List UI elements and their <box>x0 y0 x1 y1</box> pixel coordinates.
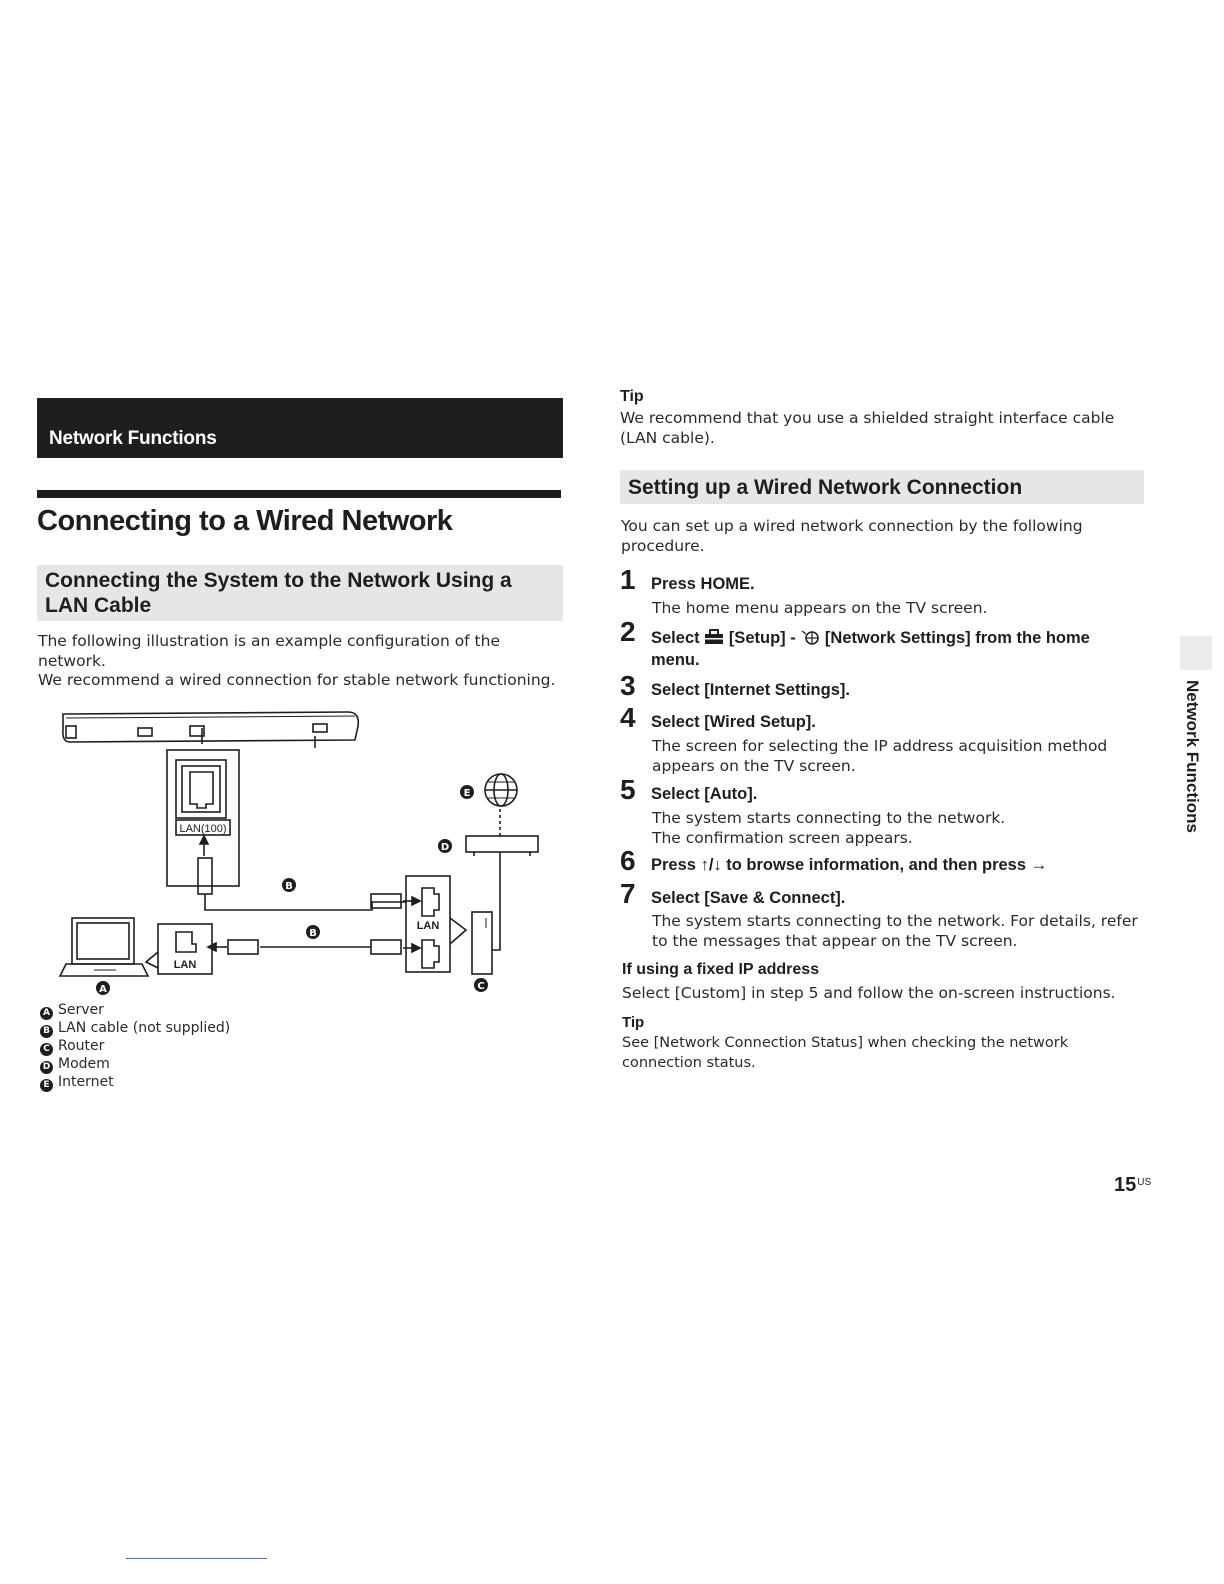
step-2-heading: Select [Setup] - [Network Settings] from the home menu. <box>651 629 1090 669</box>
page-number: $15^{US}$ <box>1114 1174 1152 1196</box>
step-1-heading: Press HOME. <box>651 575 755 593</box>
network-globe-icon <box>800 629 820 645</box>
enter-arrow-icon: → <box>1030 856 1048 874</box>
legend-item: C Router <box>40 1038 230 1056</box>
section-header-label: Network Functions <box>49 428 217 449</box>
step-1-number: 1 <box>620 564 636 595</box>
fixed-ip-heading: If using a fixed IP address <box>622 961 820 978</box>
step-7-heading: Select [Save & Connect]. <box>651 889 846 907</box>
legend-item: D Modem <box>40 1056 230 1074</box>
diagram-legend <box>40 1002 230 1092</box>
step-6-heading: Press ↑/↓ to browse information, and then press → <box>651 856 1048 874</box>
step-6-number: 6 <box>620 845 636 876</box>
fixed-ip-text: Select [Custom] in step 5 and follow the on-screen instructions. <box>622 984 1116 1002</box>
marker-c: C <box>477 981 485 992</box>
title-rule <box>37 490 561 498</box>
network-diagram <box>30 700 550 1000</box>
step-5-heading: Select [Auto]. <box>651 785 758 803</box>
server-lan-label: LAN <box>173 959 197 971</box>
router-tower <box>472 912 492 974</box>
side-tab-marker <box>1180 636 1212 670</box>
page-title: Connecting to a Wired Network <box>37 505 453 537</box>
step-7-number: 7 <box>620 878 636 909</box>
legend-item: E Internet <box>40 1074 230 1092</box>
step-4-heading: Select [Wired Setup]. <box>651 713 816 731</box>
tip-label-top: Tip <box>620 388 644 405</box>
side-tab-label: Network Functions <box>1183 680 1202 834</box>
step-4-number: 4 <box>620 702 636 733</box>
up-down-arrow-icon: ↑/↓ <box>700 856 722 874</box>
marker-e: E <box>463 788 471 799</box>
step-1-desc: The home menu appears on the TV screen. <box>652 599 988 617</box>
step-3-heading: Select [Internet Settings]. <box>651 681 850 699</box>
step-5-number: 5 <box>620 774 636 805</box>
step-3-number: 3 <box>620 670 636 701</box>
laptop-screen <box>72 918 134 964</box>
right-subheading: Setting up a Wired Network Connection <box>620 470 1144 504</box>
marker-a: A <box>99 984 107 995</box>
modem-box <box>466 836 538 852</box>
router-lan-label: LAN <box>416 920 440 932</box>
lan100-label: LAN(100) <box>179 823 227 835</box>
legend-item: A Server <box>40 1002 230 1020</box>
marker-b-lower: B <box>309 928 317 939</box>
tip-text-top: We recommend that you use a shielded straight interface cable (LAN cable). <box>620 409 1115 447</box>
tip-label-bottom: Tip <box>622 1014 645 1031</box>
step-5-desc-1: The system starts connecting to the network. <box>652 809 1006 827</box>
intro-paragraph-2: We recommend a wired connection for stable network functioning. <box>38 671 556 689</box>
bottom-link-line <box>126 1558 267 1559</box>
marker-d: D <box>440 842 450 853</box>
toolbox-icon <box>704 629 724 645</box>
left-subheading: Connecting the System to the Network Using a LAN Cable <box>37 565 563 621</box>
step-5-desc-2: The confirmation screen appears. <box>652 829 913 847</box>
legend-item: B LAN cable (not supplied) <box>40 1020 230 1038</box>
step-2-number: 2 <box>620 616 636 647</box>
right-intro: You can set up a wired network connection by the following procedure. <box>621 517 1083 555</box>
tip-text-bottom: See [Network Connection Status] when checking the network connection status. <box>622 1035 1069 1071</box>
step-7-desc: The system starts connecting to the network. For details, refer to the messages that appear on the TV screen. <box>652 912 1138 950</box>
step-4-desc: The screen for selecting the IP address acquisition method appears on the TV screen. <box>652 737 1108 775</box>
intro-paragraph-1: The following illustration is an example configuration of the network. <box>38 632 500 670</box>
marker-b-upper: B <box>285 881 293 892</box>
section-header-bar <box>37 398 563 458</box>
